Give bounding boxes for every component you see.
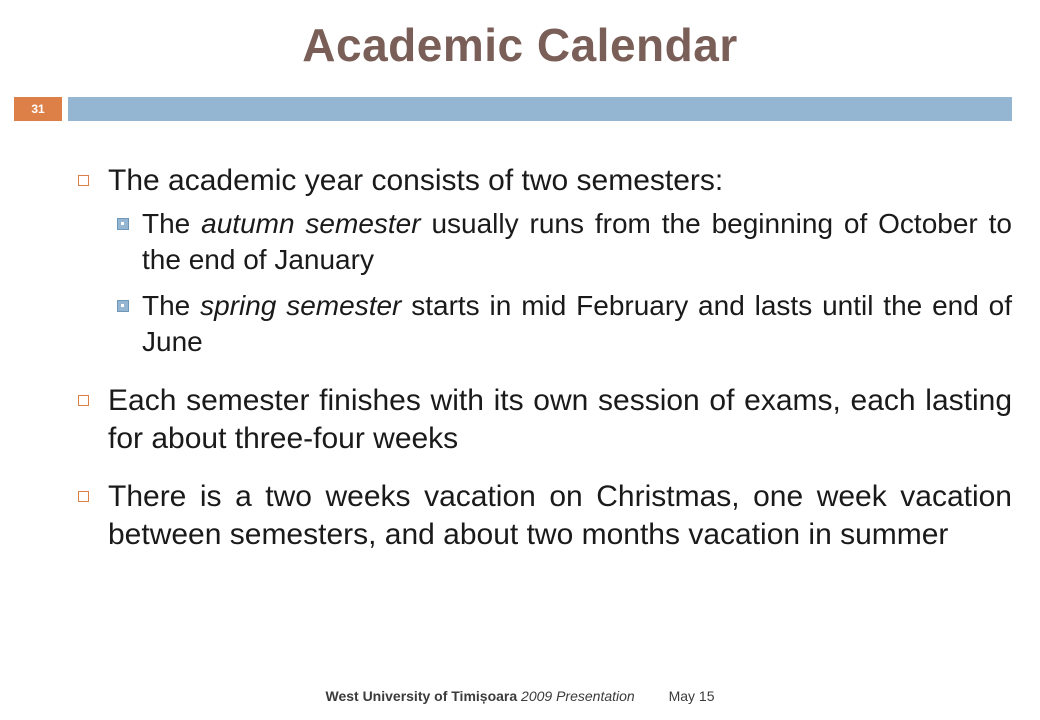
slide-content: [70, 162, 1012, 574]
sub-bullet-suffix: starts in mid February and lasts until the end of June: [142, 290, 1012, 357]
hollow-square-icon: [78, 175, 89, 186]
bullet-item: [70, 478, 1012, 554]
hollow-square-icon: [78, 491, 89, 502]
footer-presentation: 2009 Presentation: [521, 688, 635, 704]
sub-bullet-prefix: The: [142, 290, 201, 321]
sub-bullet-prefix: The: [142, 208, 202, 239]
filled-square-icon: [117, 218, 129, 230]
bullet-text: Each semester finishes with its own session of exams, each lasting for about three-four weeks: [108, 384, 1012, 455]
bullet-item: [70, 382, 1012, 458]
footer-university: West University of Timișoara: [325, 688, 518, 704]
bullet-text: There is a two weeks vacation on Christmas, one week vacation between semesters, and about two months vacation in summer: [108, 480, 1012, 551]
slide-title: Academic Calendar: [302, 19, 738, 71]
sub-bullet-suffix: usually runs from the beginning of October to the end of January: [142, 208, 1012, 275]
footer-date: May 15: [668, 688, 715, 704]
bullet-text: The academic year consists of two semesters:: [108, 164, 724, 197]
slide-footer: [0, 688, 1040, 704]
hollow-square-icon: [78, 395, 89, 406]
slide-number: 31: [14, 97, 62, 121]
sub-bullet-emphasis: spring semester: [200, 290, 402, 321]
sub-bullet-emphasis: autumn semester: [201, 208, 421, 239]
sub-bullet-item: [70, 206, 1012, 278]
sub-bullet-item: [70, 288, 1012, 360]
filled-square-icon: [117, 300, 129, 312]
bullet-item: [70, 162, 1012, 200]
bullet-group-semesters: [70, 162, 1012, 360]
title-divider-bar: [68, 97, 1012, 121]
